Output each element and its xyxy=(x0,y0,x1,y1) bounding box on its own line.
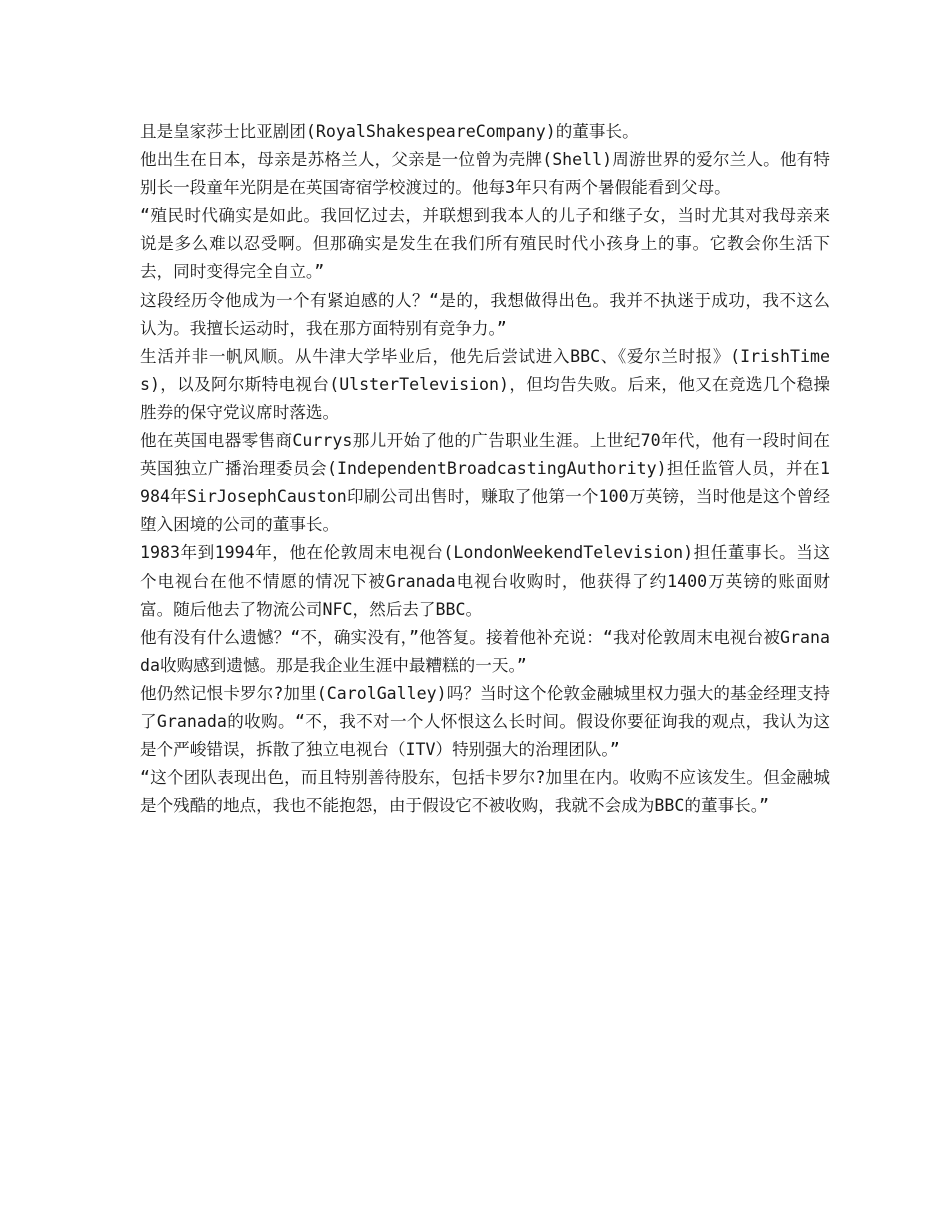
paragraph: 他仍然记恨卡罗尔?加里(CarolGalley)吗？当时这个伦敦金融城里权力强大的基金经理支持了Granada的收购。“不，我不对一个人怀恨这么长时间。假设你要征询我的观点，我认为这是个严峻错误，拆散了独立电视台（ITV）特别强大的治理团队。” xyxy=(140,683,830,760)
paragraph: 他有没有什么遗憾？“不，确实没有，”他答复。接着他补充说：“我对伦敦周末电视台被Granada收购感到遗憾。那是我企业生涯中最糟糕的一天。” xyxy=(140,627,830,675)
paragraph: “这个团队表现出色，而且特别善待股东，包括卡罗尔?加里在内。收购不应该发生。但金融城是个残酷的地点，我也不能抱怨，由于假设它不被收购，我就不会成为BBC的董事长。” xyxy=(140,768,830,816)
paragraph: 他在英国电器零售商Currys那儿开始了他的广告职业生涯。上世纪70年代，他有一段时间在英国独立广播治理委员会(IndependentBroadcastingAuthority)担任监管人员，并在1984年SirJosephCauston印刷公司出售时，赚取了他第一个100万英镑，当时他是这个曾经堕入困境的公司的董事长。 xyxy=(140,431,830,535)
paragraph: 他出生在日本，母亲是苏格兰人，父亲是一位曾为壳牌(Shell)周游世界的爱尔兰人。他有特别长一段童年光阴是在英国寄宿学校渡过的。他每3年只有两个暑假能看到父母。 xyxy=(140,150,830,198)
paragraph: “殖民时代确实是如此。我回忆过去，并联想到我本人的儿子和继子女，当时尤其对我母亲来说是多么难以忍受啊。但那确实是发生在我们所有殖民时代小孩身上的事。它教会你生活下去，同时变得完全自立。” xyxy=(140,206,830,282)
paragraph: 且是皇家莎士比亚剧团(RoyalShakespeareCompany)的董事长。 xyxy=(140,122,639,141)
paragraph: 1983年到1994年，他在伦敦周末电视台(LondonWeekendTelevision)担任董事长。当这个电视台在他不情愿的情况下被Granada电视台收购时，他获得了约1400万英镑的账面财富。随后他去了物流公司NFC，然后去了BBC。 xyxy=(140,543,830,619)
paragraph: 生活并非一帆风顺。从牛津大学毕业后，他先后尝试进入BBC、《爱尔兰时报》(IrishTimes)，以及阿尔斯特电视台(UlsterTelevision)，但均告失败。后来，他又在竞选几个稳操胜券的保守党议席时落选。 xyxy=(140,346,830,422)
paragraph: 这段经历令他成为一个有紧迫感的人？“是的，我想做得出色。我并不执迷于成功，我不这么认为。我擅长运动时，我在那方面特别有竞争力。” xyxy=(140,290,830,338)
article-body xyxy=(140,118,830,820)
